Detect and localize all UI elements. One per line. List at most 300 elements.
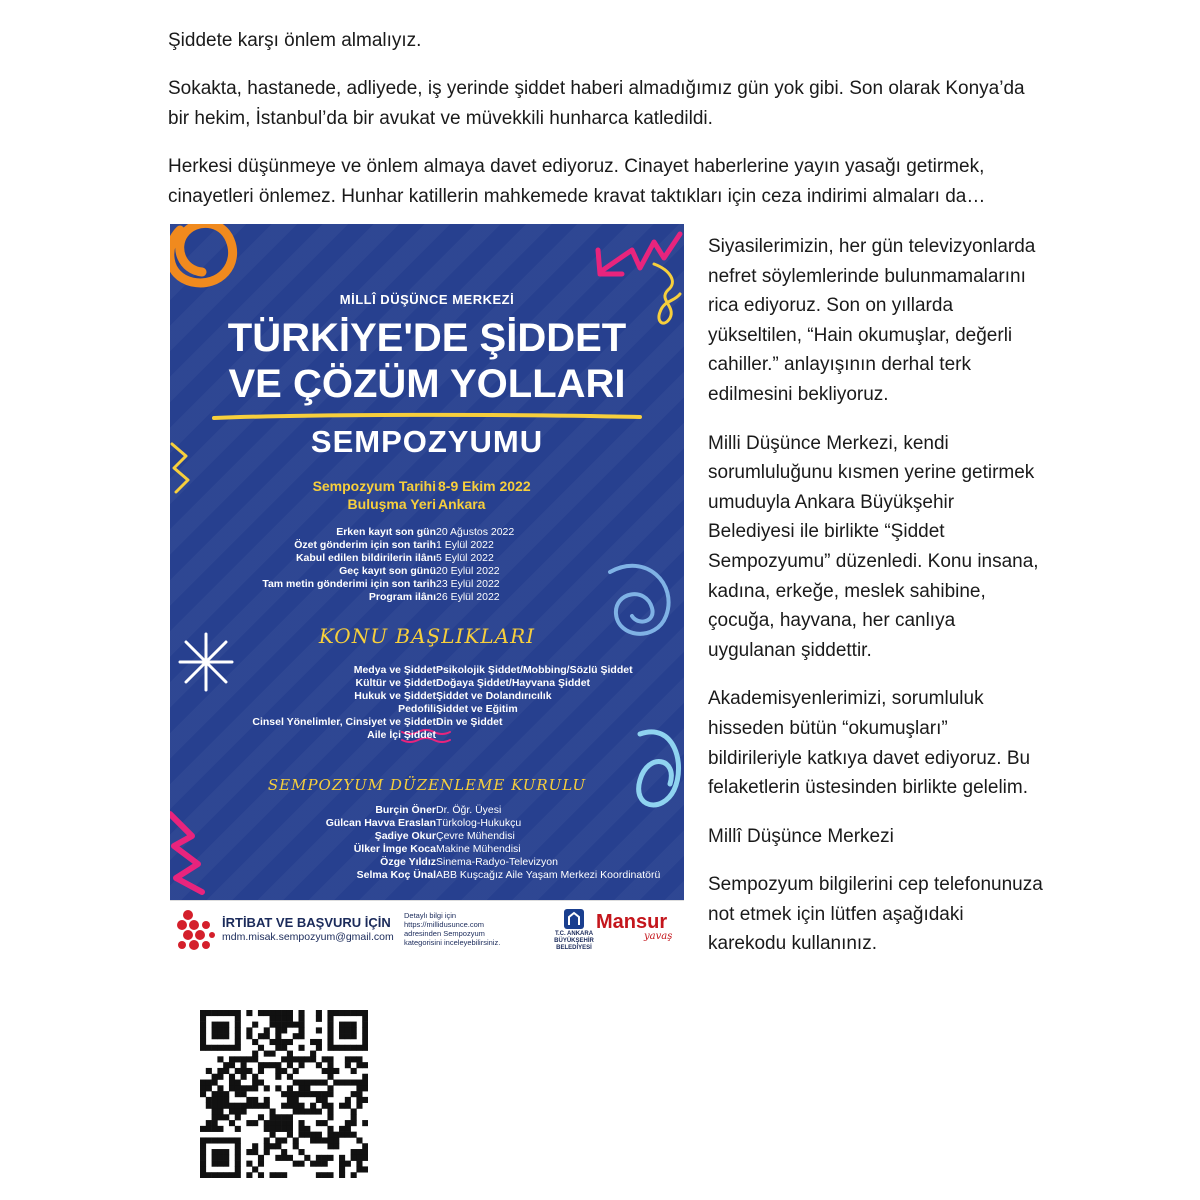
qr-module — [339, 1103, 345, 1109]
qr-module — [200, 1155, 206, 1161]
committee-table — [170, 804, 684, 882]
topic-row — [170, 703, 684, 716]
qr-module — [298, 1056, 304, 1062]
deadline-label: Erken kayıt son gün — [336, 526, 436, 538]
qr-module — [235, 1039, 241, 1045]
qr-module — [270, 1114, 276, 1120]
qr-module — [235, 1161, 241, 1167]
qr-module — [310, 1108, 316, 1114]
deadline-date: 5 Eylül 2022 — [436, 552, 494, 564]
qr-module — [327, 1143, 333, 1149]
qr-module — [322, 1137, 328, 1143]
qr-module — [327, 1016, 333, 1022]
qr-module — [275, 1155, 281, 1161]
qr-module — [287, 1103, 293, 1109]
qr-module — [275, 1068, 281, 1074]
qr-module — [333, 1143, 339, 1149]
qr-code-icon — [200, 1010, 368, 1178]
qr-module — [235, 1016, 241, 1022]
qr-module — [217, 1033, 223, 1039]
topic-left: Pedofili — [398, 703, 436, 715]
deadline-row — [170, 539, 684, 552]
qr-module — [356, 1085, 362, 1091]
qr-module — [362, 1027, 368, 1033]
member-name: Gülcan Havva Eraslan — [325, 817, 436, 829]
qr-module — [270, 1126, 276, 1132]
qr-module — [327, 1062, 333, 1068]
qr-module — [246, 1120, 252, 1126]
qr-module — [264, 1097, 270, 1103]
committee-row — [170, 869, 684, 882]
qr-module — [339, 1022, 345, 1028]
qr-module — [322, 1097, 328, 1103]
qr-module — [316, 1108, 322, 1114]
qr-module — [275, 1033, 281, 1039]
qr-module — [246, 1027, 252, 1033]
qr-module — [345, 1126, 351, 1132]
member-role: Sinema-Radyo-Televizyon — [436, 856, 558, 868]
qr-module — [264, 1010, 270, 1016]
qr-module — [316, 1027, 322, 1033]
member-role: Çevre Mühendisi — [436, 830, 515, 842]
qr-module — [356, 1097, 362, 1103]
qr-module — [235, 1126, 241, 1132]
qr-module — [200, 1137, 206, 1143]
qr-module — [339, 1166, 345, 1172]
qr-module — [200, 1039, 206, 1045]
qr-module — [212, 1155, 218, 1161]
qr-module — [287, 1132, 293, 1138]
qr-module — [200, 1143, 206, 1149]
qr-module — [304, 1132, 310, 1138]
qr-module — [235, 1027, 241, 1033]
qr-module — [345, 1097, 351, 1103]
topic-row — [170, 716, 684, 729]
qr-module — [316, 1155, 322, 1161]
qr-module — [241, 1085, 247, 1091]
qr-module — [298, 1010, 304, 1016]
qr-module — [310, 1132, 316, 1138]
qr-module — [345, 1120, 351, 1126]
qr-module — [298, 1132, 304, 1138]
qr-module — [356, 1010, 362, 1016]
qr-module — [229, 1172, 235, 1178]
qr-module — [241, 1108, 247, 1114]
qr-module — [281, 1010, 287, 1016]
qr-module — [212, 1010, 218, 1016]
qr-module — [287, 1126, 293, 1132]
qr-module — [217, 1126, 223, 1132]
qr-module — [322, 1120, 328, 1126]
qr-module — [362, 1010, 368, 1016]
qr-module — [287, 1091, 293, 1097]
qr-module — [212, 1103, 218, 1109]
qr-module — [351, 1027, 357, 1033]
qr-module — [298, 1022, 304, 1028]
qr-module — [339, 1033, 345, 1039]
qr-module — [281, 1045, 287, 1051]
qr-module — [298, 1027, 304, 1033]
qr-module — [327, 1074, 333, 1080]
side-paragraph-1: Siyasilerimizin, her gün televizyonlarda nefret söylemlerinde bulunmamalarını rica ediyoruz. Son on yıllarda yükseltilen, “Hain okumuşlar, değerli cahiller.” anlayışının derhal terk edilmesini bekliyoruz. — [708, 236, 1036, 405]
qr-module — [200, 1161, 206, 1167]
qr-module — [200, 1091, 206, 1097]
qr-module — [275, 1137, 281, 1143]
qr-module — [252, 1074, 258, 1080]
qr-module — [270, 1016, 276, 1022]
qr-module — [264, 1051, 270, 1057]
qr-module — [322, 1172, 328, 1178]
qr-module — [241, 1091, 247, 1097]
qr-module — [212, 1045, 218, 1051]
qr-module — [217, 1161, 223, 1167]
qr-module — [356, 1045, 362, 1051]
qr-module — [217, 1108, 223, 1114]
qr-module — [351, 1114, 357, 1120]
qr-module — [327, 1091, 333, 1097]
qr-module — [327, 1022, 333, 1028]
qr-module — [229, 1108, 235, 1114]
qr-module — [212, 1033, 218, 1039]
topic-left: Aile İçi Şiddet — [367, 729, 436, 741]
detail-info: Detaylı bilgi için https://millidusunce.com adresinden Sempozyum kategorisini inceleyebilirsiniz. — [404, 911, 501, 947]
deadline-table — [170, 526, 684, 604]
qr-module — [275, 1126, 281, 1132]
qr-module — [345, 1062, 351, 1068]
qr-module — [241, 1062, 247, 1068]
qr-module — [362, 1166, 368, 1172]
qr-module — [327, 1108, 333, 1114]
qr-module — [356, 1080, 362, 1086]
qr-module — [362, 1120, 368, 1126]
qr-module — [362, 1016, 368, 1022]
qr-module — [316, 1039, 322, 1045]
qr-module — [293, 1068, 299, 1074]
qr-module — [304, 1091, 310, 1097]
qr-module — [229, 1074, 235, 1080]
qr-module — [264, 1143, 270, 1149]
qr-module — [362, 1085, 368, 1091]
mdm-logo-icon — [176, 909, 218, 953]
qr-module — [212, 1126, 218, 1132]
qr-module — [258, 1068, 264, 1074]
qr-module — [310, 1103, 316, 1109]
qr-module — [351, 1080, 357, 1086]
member-name: Selma Koç Ünal — [356, 869, 436, 881]
side-paragraph-4: Millî Düşünce Merkezi — [708, 825, 894, 847]
qr-module — [356, 1166, 362, 1172]
qr-module — [287, 1062, 293, 1068]
qr-module — [316, 1137, 322, 1143]
qr-module — [362, 1155, 368, 1161]
qr-module — [217, 1155, 223, 1161]
qr-module — [264, 1149, 270, 1155]
qr-module — [287, 1022, 293, 1028]
qr-module — [351, 1132, 357, 1138]
qr-module — [235, 1166, 241, 1172]
qr-module — [235, 1103, 241, 1109]
qr-module — [200, 1027, 206, 1033]
qr-module — [333, 1045, 339, 1051]
qr-module — [316, 1016, 322, 1022]
deadline-date: 20 Ağustos 2022 — [436, 526, 515, 538]
qr-module — [270, 1022, 276, 1028]
qr-module — [235, 1114, 241, 1120]
qr-module — [252, 1149, 258, 1155]
qr-module — [287, 1016, 293, 1022]
qr-module — [200, 1016, 206, 1022]
qr-module — [275, 1010, 281, 1016]
orange-scribble-circle — [170, 224, 233, 283]
deadline-row — [170, 552, 684, 565]
deadline-date: 1 Eylül 2022 — [436, 539, 494, 551]
member-name: Özge Yıldız — [380, 856, 436, 868]
qr-module — [310, 1056, 316, 1062]
qr-module — [298, 1149, 304, 1155]
qr-module — [241, 1103, 247, 1109]
qr-module — [293, 1108, 299, 1114]
qr-module — [235, 1068, 241, 1074]
qr-module — [235, 1149, 241, 1155]
qr-module — [287, 1010, 293, 1016]
qr-module — [345, 1132, 351, 1138]
contact-title: İRTİBAT VE BAŞVURU İÇİN — [222, 915, 391, 930]
deadline-label: Kabul edilen bildirilerin ilânı — [295, 552, 436, 564]
qr-module — [327, 1172, 333, 1178]
qr-module — [217, 1103, 223, 1109]
qr-module — [298, 1062, 304, 1068]
qr-module — [281, 1126, 287, 1132]
qr-module — [258, 1045, 264, 1051]
qr-module — [281, 1172, 287, 1178]
qr-module — [287, 1114, 293, 1120]
qr-module — [293, 1056, 299, 1062]
qr-module — [345, 1080, 351, 1086]
qr-module — [270, 1039, 276, 1045]
side-paragraph-5: Sempozyum bilgilerini cep telefonunuza not etmek için lütfen aşağıdaki karekodu kullanınız. — [708, 874, 1043, 955]
qr-module — [223, 1033, 229, 1039]
qr-module — [345, 1045, 351, 1051]
deadline-label: Geç kayıt son günü — [339, 565, 436, 577]
poster-title-line-3: SEMPOZYUMU — [310, 424, 544, 459]
poster-footer — [170, 900, 684, 960]
qr-module — [270, 1132, 276, 1138]
qr-module — [235, 1108, 241, 1114]
topic-left: Hukuk ve Şiddet — [354, 690, 436, 702]
qr-module — [270, 1062, 276, 1068]
qr-module — [270, 1051, 276, 1057]
yavas-logo-text: yavaş — [644, 931, 673, 942]
side-paragraph-2: Milli Düşünce Merkezi, kendi sorumluluğunu kısmen yerine getirmek umuduyla Ankara Büyükşehir Belediyesi ile birlikte “Şiddet Sempozyumu” düzenledi. Konu insana, kadına, erkeğe, meslek sahibine, çocuğa, hayvana, her canlıya uygulanan şiddettir. — [708, 432, 1039, 661]
qr-module — [310, 1137, 316, 1143]
qr-module — [345, 1033, 351, 1039]
qr-module — [275, 1045, 281, 1051]
qr-module — [212, 1074, 218, 1080]
qr-module — [327, 1137, 333, 1143]
qr-module — [212, 1149, 218, 1155]
qr-module — [351, 1033, 357, 1039]
qr-module — [281, 1149, 287, 1155]
qr-module — [293, 1091, 299, 1097]
qr-module — [229, 1137, 235, 1143]
qr-module — [356, 1149, 362, 1155]
qr-module — [217, 1172, 223, 1178]
qr-module — [281, 1155, 287, 1161]
qr-module — [275, 1062, 281, 1068]
qr-module — [310, 1091, 316, 1097]
qr-module — [327, 1033, 333, 1039]
qr-module — [223, 1027, 229, 1033]
deadline-label: Tam metin gönderimi için son tarih — [262, 578, 436, 590]
qr-module — [275, 1027, 281, 1033]
intro-text — [168, 26, 1048, 230]
qr-module — [298, 1085, 304, 1091]
qr-module — [252, 1166, 258, 1172]
qr-module — [252, 1085, 258, 1091]
topic-right: Şiddet ve Eğitim — [436, 703, 518, 715]
qr-module — [362, 1062, 368, 1068]
qr-module — [333, 1068, 339, 1074]
qr-module — [316, 1010, 322, 1016]
qr-module — [217, 1045, 223, 1051]
qr-module — [235, 1172, 241, 1178]
qr-module — [327, 1045, 333, 1051]
intro-paragraph-2: Sokakta, hastanede, adliyede, iş yerinde şiddet haberi almadığımız gün yok gibi. Son olarak Konya’da bir hekim, İstanbul’da bir avukat ve müvekkili hunharca katledildi. — [168, 78, 1025, 129]
qr-module — [223, 1022, 229, 1028]
qr-module — [206, 1010, 212, 1016]
qr-module — [327, 1103, 333, 1109]
deadline-row — [170, 578, 684, 591]
abb-logo-icon — [562, 907, 586, 931]
qr-module — [351, 1010, 357, 1016]
symposium-poster — [170, 224, 684, 960]
qr-module — [327, 1039, 333, 1045]
qr-module — [212, 1114, 218, 1120]
qr-module — [235, 1155, 241, 1161]
qr-module — [275, 1143, 281, 1149]
qr-module — [293, 1033, 299, 1039]
qr-module — [206, 1045, 212, 1051]
qr-module — [258, 1103, 264, 1109]
qr-module — [246, 1085, 252, 1091]
qr-module — [281, 1137, 287, 1143]
qr-module — [362, 1039, 368, 1045]
qr-module — [217, 1114, 223, 1120]
qr-module — [223, 1062, 229, 1068]
qr-module — [287, 1120, 293, 1126]
qr-module — [206, 1085, 212, 1091]
qr-module — [293, 1080, 299, 1086]
qr-module — [322, 1155, 328, 1161]
deadline-date: 20 Eylül 2022 — [436, 565, 500, 577]
mansur-logo-text: Mansur — [596, 911, 668, 933]
qr-module — [339, 1045, 345, 1051]
topic-right: Şiddet ve Dolandırıcılık — [436, 690, 552, 702]
qr-module — [246, 1056, 252, 1062]
qr-module — [316, 1132, 322, 1138]
qr-module — [339, 1172, 345, 1178]
deadline-label: Özet gönderim için son tarih — [294, 539, 436, 551]
qr-module — [206, 1126, 212, 1132]
qr-module — [252, 1103, 258, 1109]
qr-module — [246, 1172, 252, 1178]
qr-module — [235, 1033, 241, 1039]
pink-arrow — [600, 234, 680, 272]
qr-module — [200, 1022, 206, 1028]
qr-module — [298, 1120, 304, 1126]
qr-module — [270, 1172, 276, 1178]
qr-module — [252, 1022, 258, 1028]
intro-paragraph-3: Herkesi düşünmeye ve önlem almaya davet ediyoruz. Cinayet haberlerine yayın yasağı getirmek, cinayetleri önlemez. Hunhar katillerin mahkemede kravat taktıkları için ceza indirimi almaları da… — [168, 156, 986, 207]
qr-module — [217, 1085, 223, 1091]
qr-module — [206, 1172, 212, 1178]
date-value: 8-9 Ekim 2022 — [438, 478, 531, 494]
deadline-row — [170, 526, 684, 539]
qr-module — [281, 1056, 287, 1062]
qr-module — [316, 1091, 322, 1097]
qr-module — [310, 1161, 316, 1167]
qr-module — [339, 1155, 345, 1161]
qr-module — [327, 1085, 333, 1091]
qr-module — [270, 1108, 276, 1114]
qr-module — [298, 1033, 304, 1039]
qr-module — [264, 1103, 270, 1109]
qr-module — [252, 1120, 258, 1126]
qr-module — [264, 1027, 270, 1033]
qr-module — [356, 1056, 362, 1062]
qr-module — [258, 1033, 264, 1039]
qr-module — [322, 1080, 328, 1086]
qr-module — [362, 1149, 368, 1155]
topic-right: Psikolojik Şiddet/Mobbing/Sözlü Şiddet — [436, 664, 633, 676]
qr-module — [200, 1166, 206, 1172]
qr-module — [362, 1097, 368, 1103]
topic-right: Doğaya Şiddet/Hayvana Şiddet — [436, 677, 591, 689]
qr-module — [217, 1074, 223, 1080]
qr-module — [298, 1161, 304, 1167]
qr-module — [298, 1045, 304, 1051]
qr-module — [258, 1010, 264, 1016]
qr-module — [345, 1103, 351, 1109]
qr-module — [287, 1039, 293, 1045]
qr-module — [345, 1056, 351, 1062]
qr-module — [293, 1161, 299, 1167]
qr-module — [345, 1027, 351, 1033]
qr-module — [258, 1172, 264, 1178]
qr-module — [223, 1103, 229, 1109]
qr-module — [206, 1120, 212, 1126]
poster-title-line-2: VE ÇÖZÜM YOLLARI — [228, 362, 626, 406]
qr-module — [212, 1172, 218, 1178]
qr-module — [339, 1126, 345, 1132]
qr-module — [223, 1155, 229, 1161]
qr-module — [333, 1132, 339, 1138]
qr-module — [275, 1016, 281, 1022]
qr-module — [241, 1068, 247, 1074]
qr-module — [275, 1114, 281, 1120]
qr-module — [258, 1114, 264, 1120]
qr-module — [223, 1091, 229, 1097]
topic-row — [170, 677, 684, 690]
qr-module — [345, 1010, 351, 1016]
qr-module — [322, 1056, 328, 1062]
qr-module — [316, 1062, 322, 1068]
qr-module — [333, 1137, 339, 1143]
qr-module — [252, 1143, 258, 1149]
qr-module — [246, 1033, 252, 1039]
qr-module — [275, 1039, 281, 1045]
qr-module — [327, 1068, 333, 1074]
